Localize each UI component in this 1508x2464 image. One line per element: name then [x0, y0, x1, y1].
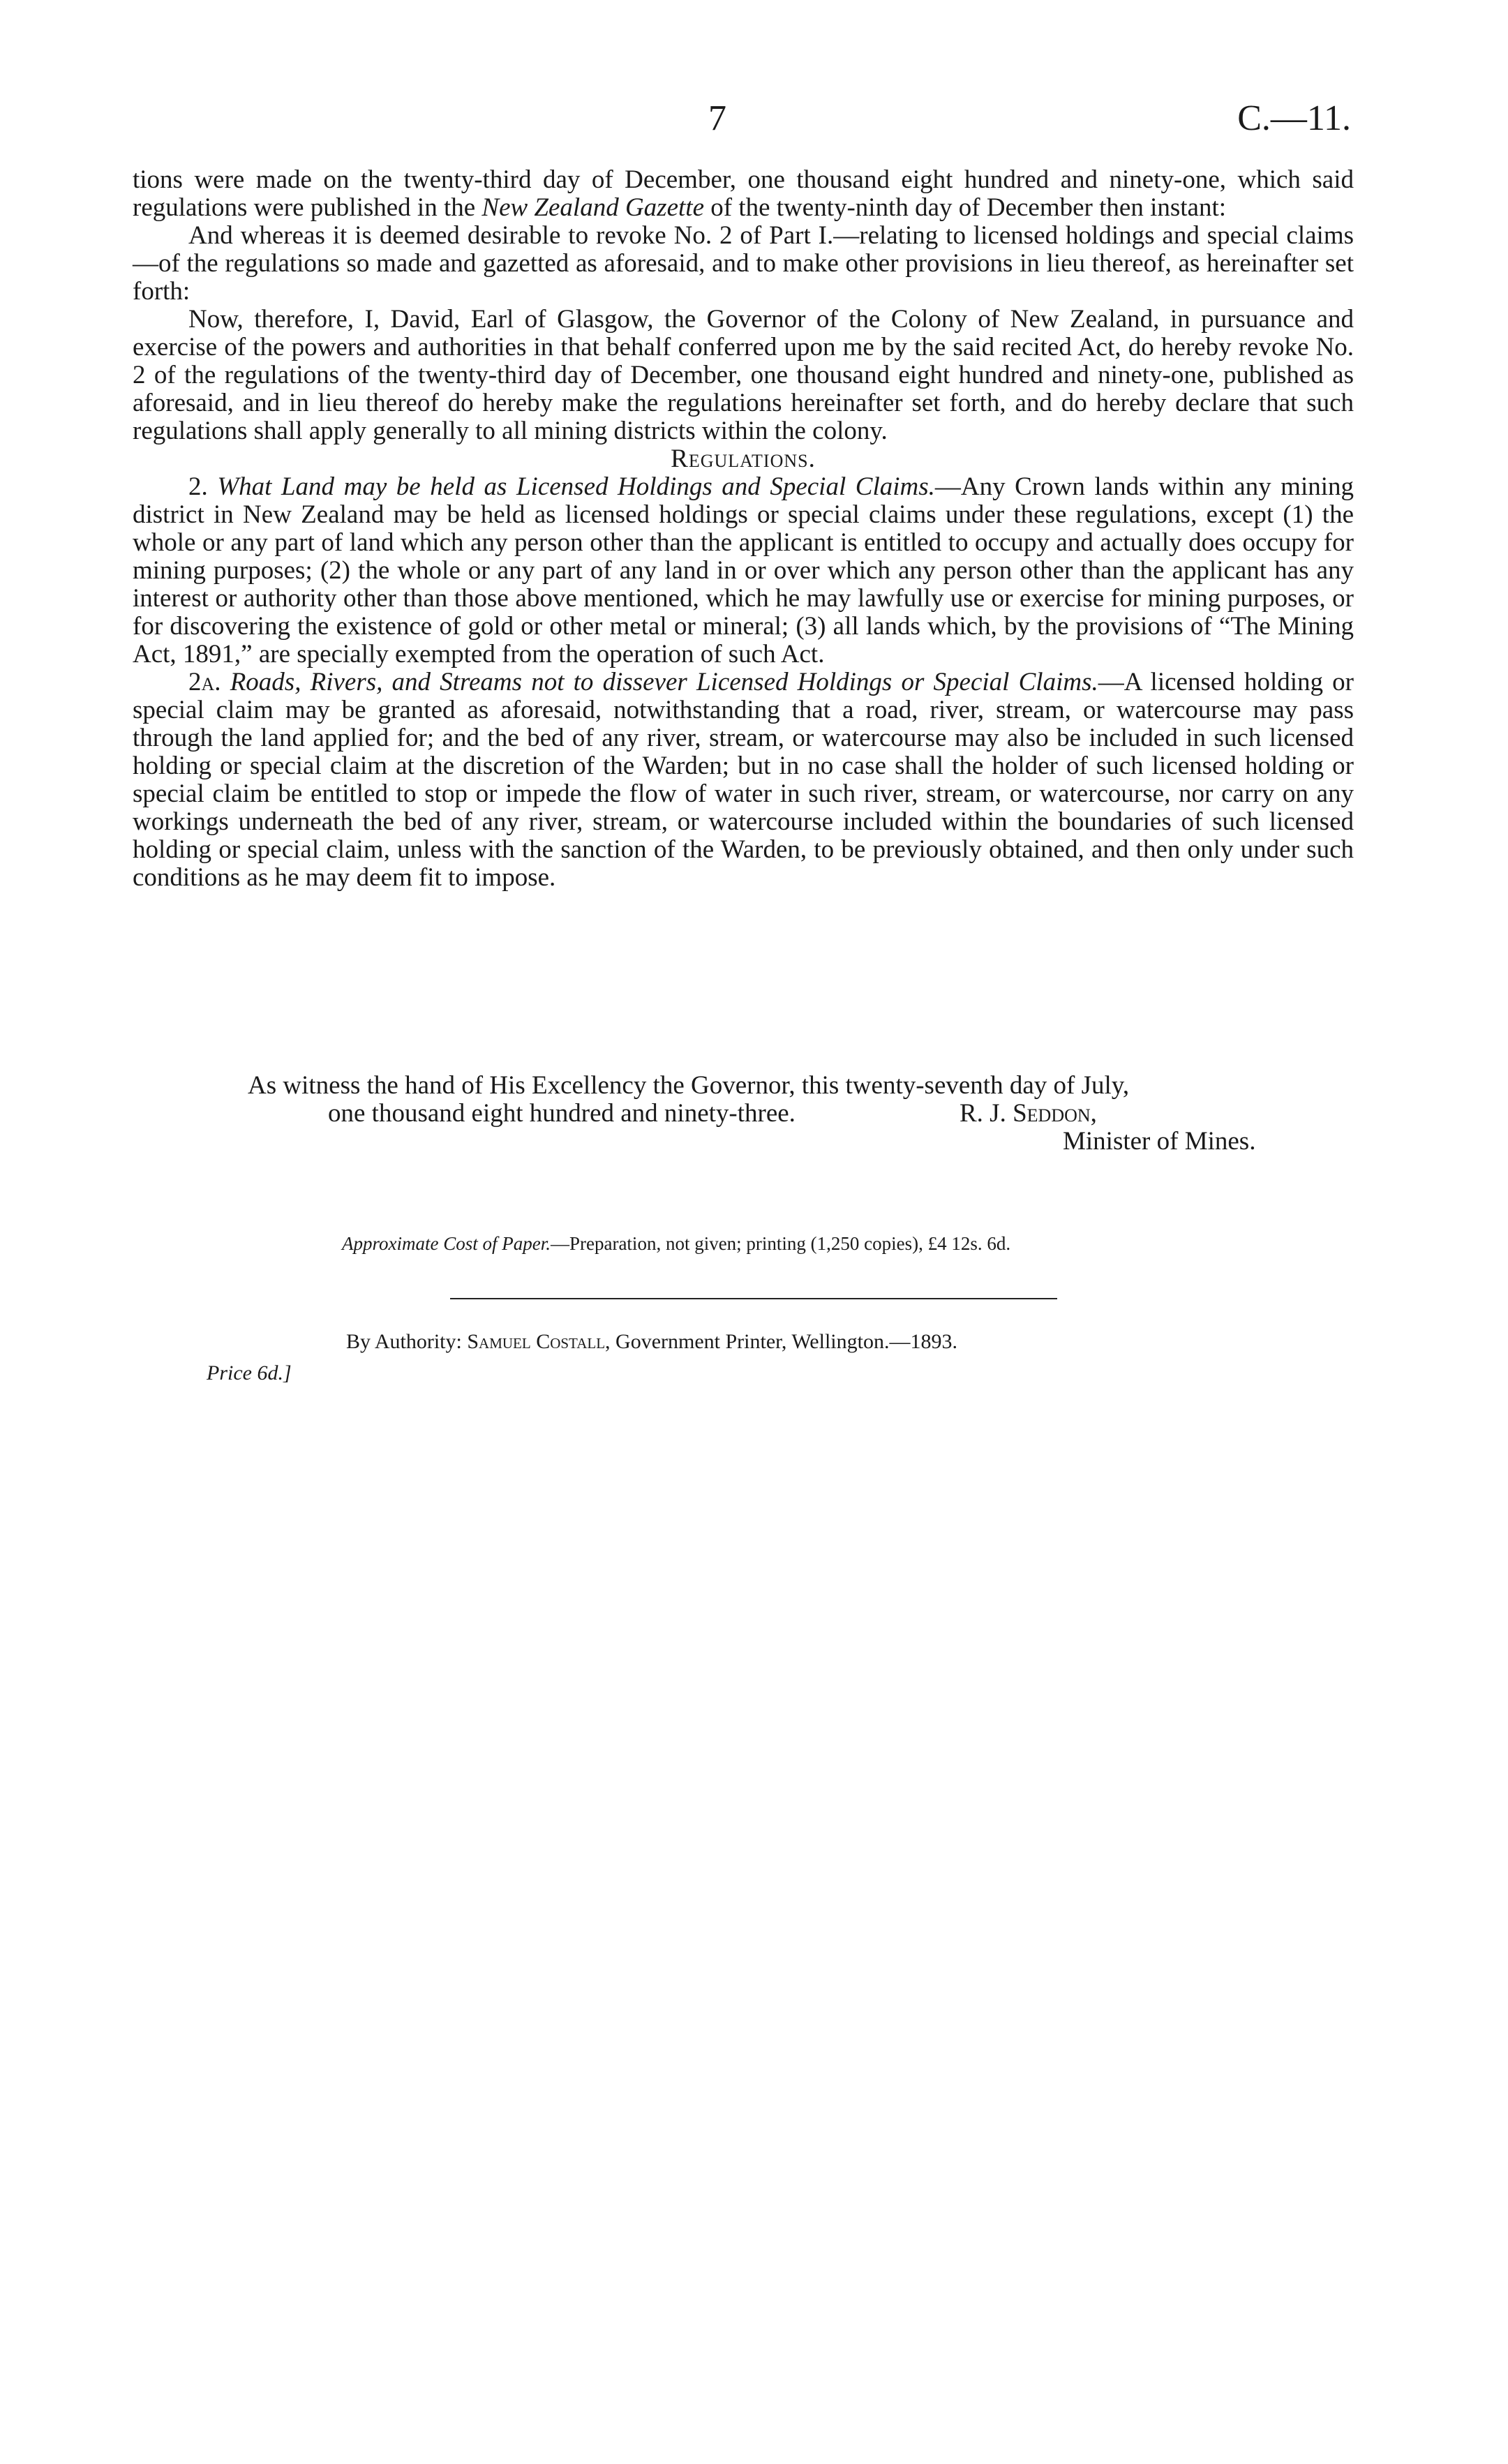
regulation-number: 2. [188, 472, 218, 501]
paragraph-text: tions were made on the twenty-third day of December, one thousand eight hundred and ninety-one, which said regulations were published in the [133, 165, 1354, 222]
regulation-2a [133, 669, 1354, 892]
divider-rule [450, 1298, 1057, 1299]
document-body [133, 166, 1354, 892]
document-reference: C.—11. [1237, 98, 1351, 138]
cost-text: —Preparation, not given; printing (1,250 copies), £4 12s. 6d. [550, 1233, 1011, 1254]
cost-label: Approximate Cost of Paper. [342, 1233, 551, 1254]
witness-block [133, 1072, 1354, 1156]
printer-authority [346, 1330, 957, 1354]
regulations-heading: Regulations. [671, 445, 816, 473]
regulation-text: —A licensed holding or special claim may be granted as aforesaid, notwithstanding that a road, river, stream, or watercourse may pass through the land applied for; and the bed of any river, stream, or watercourse may also be included in such licensed holding or special claim at the discretion of the Warden; but in no case shall the holder of such licensed holding or special claim be entitled to stop or impede the flow of water in such river, stream, or watercourse, nor carry on any workings underneath the bed of any river, stream, or watercourse included within the boundaries of such licensed holding or special claim, unless with the sanction of the Warden, to be previously obtained, and then only under such conditions as he may deem fit to impose. [133, 668, 1354, 892]
regulation-2 [133, 473, 1354, 669]
authority-suffix: , Government Printer, Wellington.—1893. [605, 1330, 957, 1353]
witness-date-line [133, 1100, 1354, 1128]
regulation-number: 2a. [188, 668, 230, 696]
price: Price 6d.] [207, 1361, 292, 1384]
printer-name: Samuel Costall [467, 1330, 606, 1353]
regulation-title: What Land may be held as Licensed Holdings and Special Claims. [217, 472, 935, 501]
gazette-title: New Zealand Gazette [481, 193, 704, 222]
signer-name: R. J. Seddon, [960, 1099, 1097, 1128]
authority-prefix: By Authority: [346, 1330, 468, 1353]
paragraph-text: of the twenty-ninth day of December then instant: [704, 193, 1227, 222]
cost-of-paper [342, 1233, 1010, 1254]
witness-line: As witness the hand of His Excellency the Governor, this twenty-seventh day of July, [248, 1071, 1130, 1100]
page-number: 7 [708, 98, 726, 138]
paragraph-whereas: And whereas it is deemed desirable to revoke No. 2 of Part I.—relating to licensed holdings and special claims—of the regulations so made and gazetted as aforesaid, and to make other provisions in lieu thereof, as hereinafter set forth: [133, 221, 1354, 306]
witness-date: one thousand eight hundred and ninety-three. [328, 1099, 796, 1128]
paragraph-continuation [133, 166, 1354, 222]
paragraph-now-therefore: Now, therefore, I, David, Earl of Glasgow, the Governor of the Colony of New Zealand, in pursuance and exercise of the powers and authorities in that behalf conferred upon me by the said recited Act, do hereby revoke No. 2 of the regulations of the twenty-third day of December, one thousand eight hundred and ninety-one, published as aforesaid, and in lieu thereof do hereby make the regulations hereinafter set forth, and do hereby declare that such regulations shall apply generally to all mining districts within the colony. [133, 305, 1354, 445]
signer-title: Minister of Mines. [1063, 1127, 1256, 1156]
regulation-text: —Any Crown lands within any mining district in New Zealand may be held as licensed holdings or special claims under these regulations, except (1) the whole or any part of land which any person other than the applicant is entitled to occupy and actually does occupy for mining purposes; (2) the whole or any part of any land in or over which any person other than the applicant has any interest or authority other than those above mentioned, which he may lawfully use or exercise for mining purposes, or for discovering the existence of gold or other metal or mineral; (3) all lands which, by the provisions of “The Mining Act, 1891,” are specially exempted from the operation of such Act. [133, 472, 1354, 669]
regulation-title: Roads, Rivers, and Streams not to dissever Licensed Holdings or Special Claims. [230, 668, 1098, 696]
